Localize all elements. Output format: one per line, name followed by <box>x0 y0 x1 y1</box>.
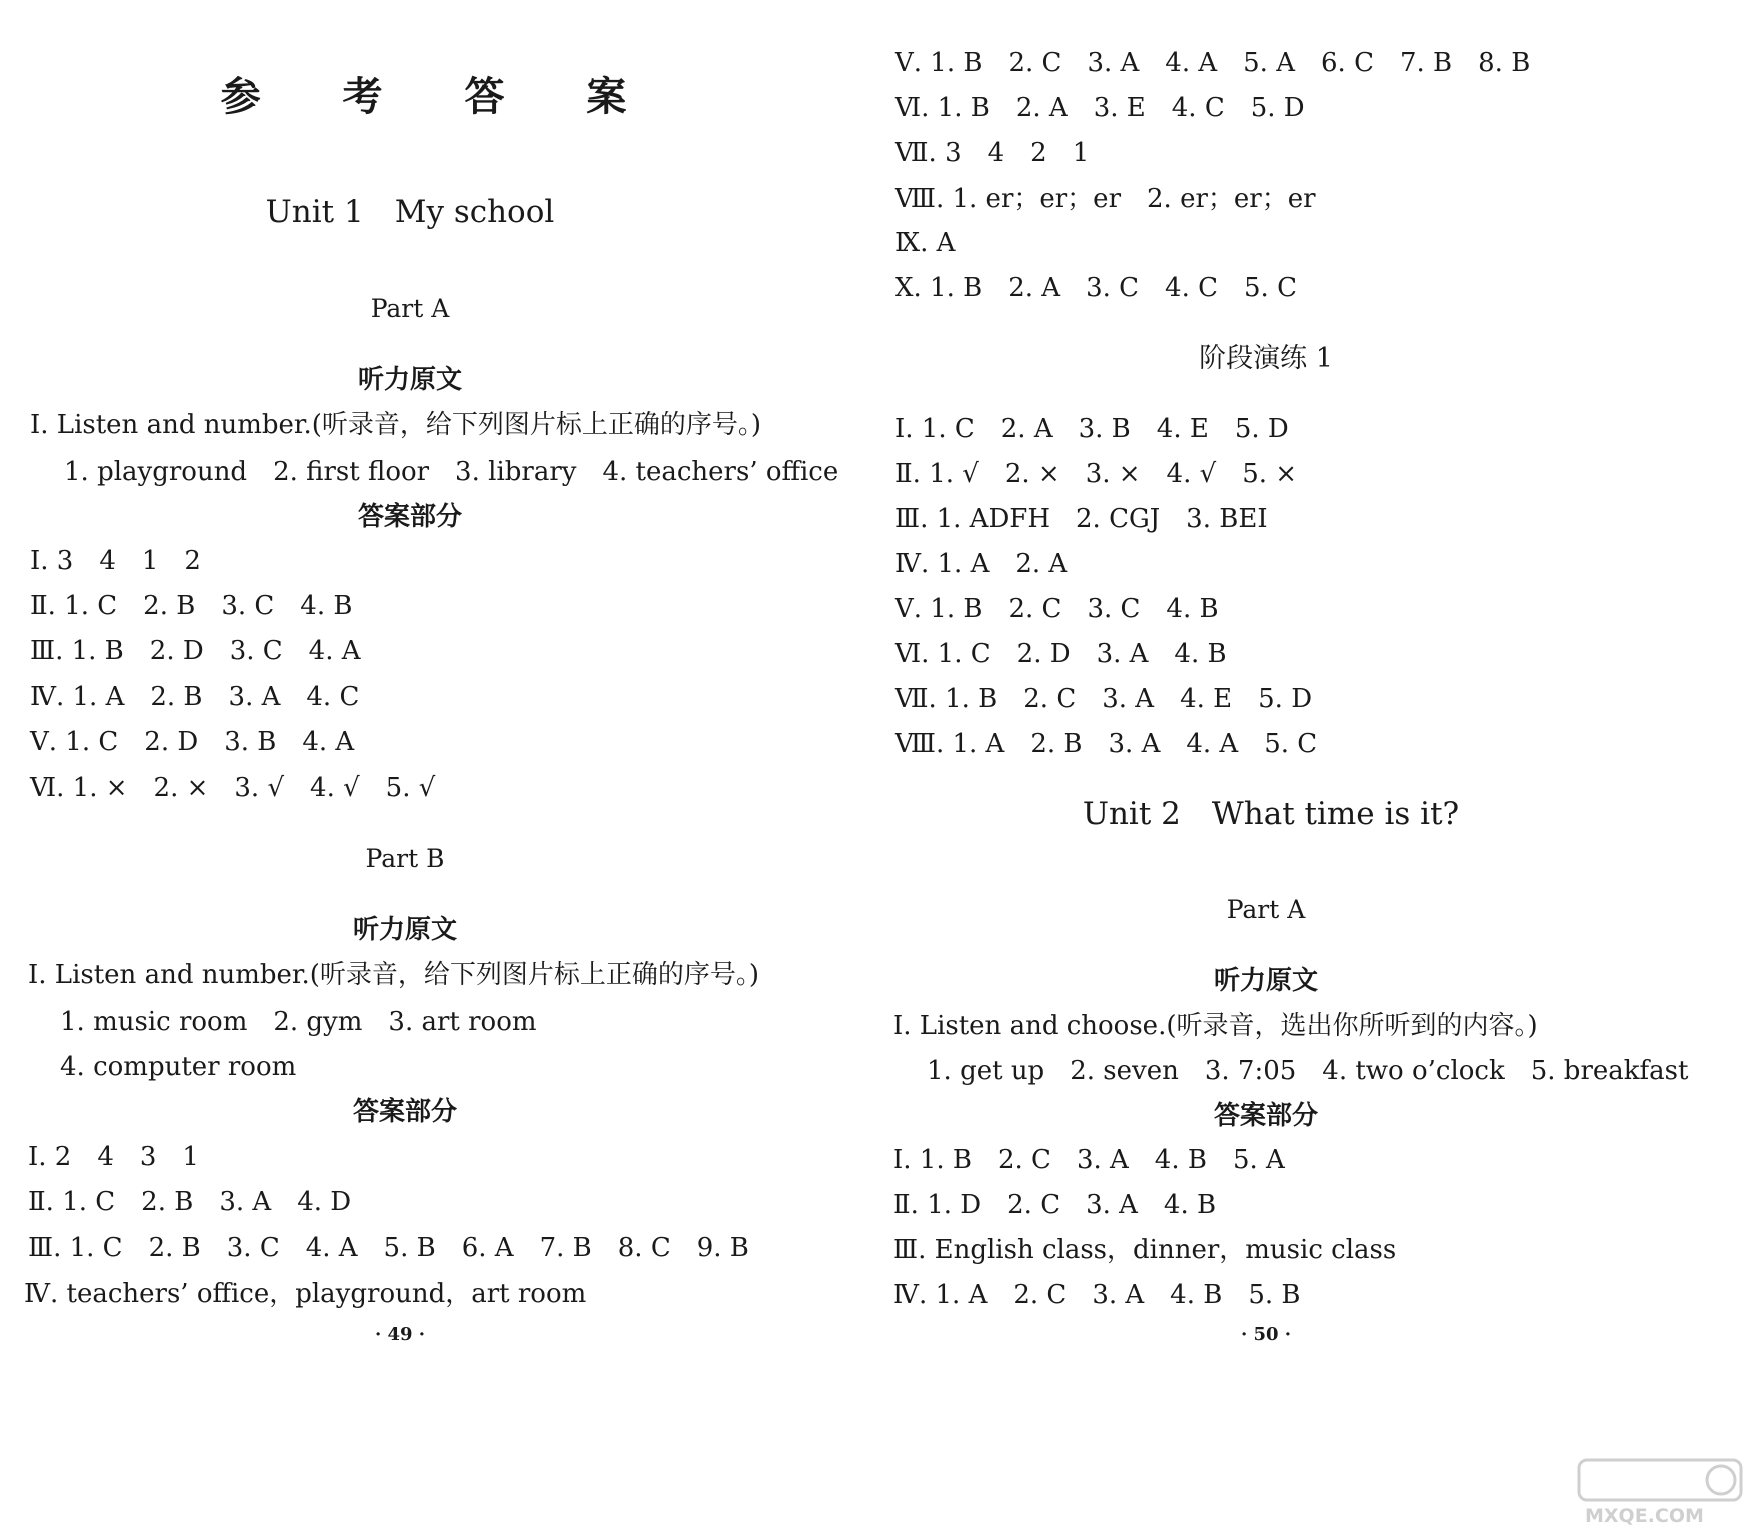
page-number: · 49 · <box>374 1324 426 1345</box>
answer-line: Ⅰ. 2 4 3 1 <box>28 1142 199 1172</box>
unit-2-heading: Unit 2 What time is it? <box>1082 796 1460 832</box>
part-b-label: Part B <box>365 844 445 873</box>
listening-task-line: Ⅰ. Listen and number.(听录音，给下列图片标上正确的序号。) <box>28 960 760 990</box>
listening-items-line: 1. music room 2. gym 3. art room <box>60 1007 537 1037</box>
answer-heading: 答案部分 <box>1213 1101 1318 1131</box>
listening-task-line: Ⅰ. Listen and choose.(听录音，选出你所听到的内容。) <box>893 1011 1538 1041</box>
answer-line: Ⅳ. 1. A 2. C 3. A 4. B 5. B <box>893 1280 1301 1310</box>
answer-line: Ⅷ. 1. er；er；er 2. er；er；er <box>895 184 1316 214</box>
answer-line: Ⅱ. 1. D 2. C 3. A 4. B <box>893 1190 1217 1220</box>
answer-line: Ⅴ. 1. B 2. C 3. C 4. B <box>895 594 1219 624</box>
answer-line: Ⅴ. 1. B 2. C 3. A 4. A 5. A 6. C 7. B 8. B <box>895 48 1531 78</box>
page-title: 参 考 答 案 <box>220 73 661 120</box>
unit-1-heading: Unit 1 My school <box>265 194 555 230</box>
listening-heading: 听力原文 <box>357 365 462 395</box>
listening-heading: 听力原文 <box>1213 966 1318 996</box>
answer-line: Ⅳ. teachers’ office，playground，art room <box>24 1279 587 1309</box>
answer-line: Ⅱ. 1. C 2. B 3. A 4. D <box>28 1187 352 1217</box>
page-number: · 50 · <box>1240 1324 1292 1345</box>
left-page <box>0 0 881 1536</box>
answer-line: Ⅷ. 1. A 2. B 3. A 4. A 5. C <box>895 729 1318 759</box>
listening-items-line: 4. computer room <box>60 1052 297 1082</box>
answer-line: Ⅰ. 3 4 1 2 <box>30 546 201 576</box>
listening-task-line: Ⅰ. Listen and number.(听录音，给下列图片标上正确的序号。) <box>30 410 762 440</box>
listening-items-line: 1. playground 2. first floor 3. library 4. teachers’ office <box>64 457 839 487</box>
answer-line: Ⅵ. 1. × 2. × 3. √ 4. √ 5. √ <box>30 773 436 803</box>
answer-line: Ⅱ. 1. C 2. B 3. C 4. B <box>30 591 353 621</box>
answer-line: Ⅱ. 1. √ 2. × 3. × 4. √ 5. × <box>895 459 1298 489</box>
answer-line: Ⅳ. 1. A 2. B 3. A 4. C <box>30 682 360 712</box>
listening-items-line: 1. get up 2. seven 3. 7:05 4. two o’clock 5. breakfast <box>927 1056 1689 1086</box>
answer-line: Ⅲ. English class，dinner，music class <box>893 1235 1397 1265</box>
answer-line: Ⅸ. A <box>895 228 956 258</box>
answer-line: Ⅲ. 1. B 2. D 3. C 4. A <box>30 636 361 666</box>
watermark-logo <box>1575 1456 1745 1528</box>
answer-line: Ⅶ. 1. B 2. C 3. A 4. E 5. D <box>895 684 1313 714</box>
answer-line: Ⅲ. 1. C 2. B 3. C 4. A 5. B 6. A 7. B 8. C 9. B <box>28 1233 749 1263</box>
right-page <box>881 0 1763 1536</box>
answer-line: Ⅴ. 1. C 2. D 3. B 4. A <box>30 727 355 757</box>
part-a-label: Part A <box>370 294 450 323</box>
stage-practice-heading: 阶段演练 1 <box>1199 343 1333 374</box>
answer-line: Ⅲ. 1. ADFH 2. CGJ 3. BEI <box>895 504 1268 534</box>
answer-line: Ⅰ. 1. B 2. C 3. A 4. B 5. A <box>893 1145 1285 1175</box>
listening-heading: 听力原文 <box>352 915 457 945</box>
answer-line: Ⅶ. 3 4 2 1 <box>895 138 1090 168</box>
watermark-text: MXQE.COM <box>1585 1505 1704 1527</box>
watermark-stamp-icon <box>1575 1456 1745 1528</box>
answer-line: Ⅵ. 1. B 2. A 3. E 4. C 5. D <box>895 93 1305 123</box>
answer-line: Ⅰ. 1. C 2. A 3. B 4. E 5. D <box>895 414 1289 444</box>
part-a-label: Part A <box>1226 895 1306 924</box>
answer-line: Ⅹ. 1. B 2. A 3. C 4. C 5. C <box>895 273 1297 303</box>
answer-line: Ⅵ. 1. C 2. D 3. A 4. B <box>895 639 1227 669</box>
answer-heading: 答案部分 <box>357 502 462 532</box>
answer-heading: 答案部分 <box>352 1097 457 1127</box>
answer-line: Ⅳ. 1. A 2. A <box>895 549 1068 579</box>
